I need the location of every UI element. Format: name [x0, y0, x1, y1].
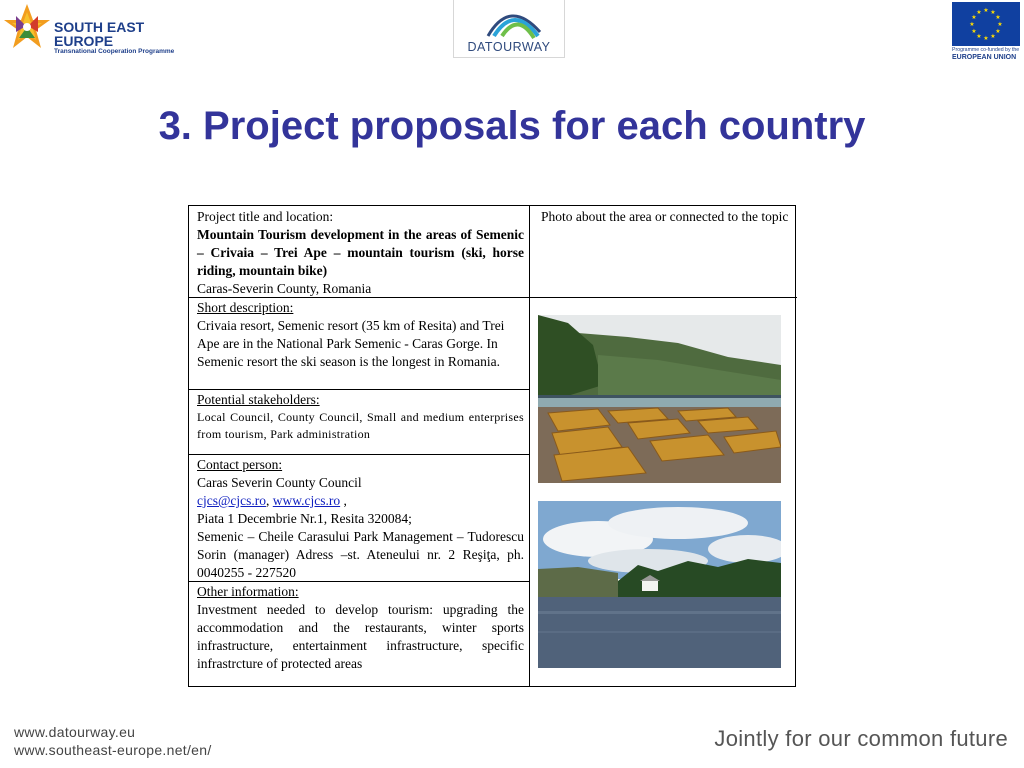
wave-arcs-icon — [482, 2, 542, 40]
link-separator: , — [266, 493, 273, 508]
stakeholders-label: Potential stakeholders: — [197, 392, 320, 407]
contact-address: Piata 1 Decembrie Nr.1, Resita 320084; — [197, 511, 412, 526]
svg-text:★: ★ — [995, 14, 1001, 21]
other-info-cell — [197, 583, 524, 673]
photo-header-cell: Photo about the area or connected to the topic — [541, 209, 789, 224]
email-link[interactable]: cjcs@cjcs.ro — [197, 493, 267, 508]
svg-text:★: ★ — [969, 21, 975, 28]
see-logo-line3: Transnational Cooperation Programme — [54, 48, 175, 55]
svg-text:★: ★ — [971, 28, 977, 35]
stakeholders-cell — [197, 391, 524, 443]
svg-text:★: ★ — [990, 9, 996, 16]
page-title: 3. Project proposals for each country — [158, 104, 866, 148]
lake-forest-photo — [538, 501, 781, 668]
stakeholders-text: Local Council, County Council, Small and medium enterprises from tourism, Park administration — [197, 410, 524, 441]
see-logo-line2: EUROPE — [54, 33, 114, 49]
svg-text:★: ★ — [995, 28, 1001, 35]
eu-flag-icon — [952, 2, 1020, 46]
short-description-text: Crivaia resort, Semenic resort (35 km of Resita) and Trei Ape are in the National Park Semenic - Caras Gorge. In Semenic resort the ski season is the longest in Romania. — [197, 318, 505, 369]
other-info-text: Investment needed to develop tourism: upgrading the accommodation and the restaurants, winter sports infrastructure, entertainment infrastructure, specific infrastrcture of protected areas — [197, 602, 524, 671]
other-info-label: Other information: — [197, 584, 299, 599]
svg-text:★: ★ — [983, 35, 989, 42]
svg-text:★: ★ — [976, 9, 982, 16]
eu-caption: Programme co-funded by the — [952, 47, 1020, 53]
sun-star-icon — [2, 2, 52, 52]
project-table — [188, 205, 796, 687]
datourway-logo — [453, 0, 565, 58]
footer-url-southeast-europe[interactable]: www.southeast-europe.net/en/ — [14, 742, 212, 758]
project-location: Caras-Severin County, Romania — [197, 281, 372, 296]
eu-name: EUROPEAN UNION — [952, 54, 1017, 61]
svg-text:★: ★ — [976, 33, 982, 40]
contact-org: Caras Severin County Council — [197, 475, 362, 490]
project-name: Mountain Tourism development in the areas of Semenic – Crivaia – Trei Ape – mountain tourism (ski, horse riding, mountain bike) — [197, 227, 524, 278]
datourway-logo-text: DATOURWAY — [467, 40, 551, 54]
contact-label: Contact person: — [197, 457, 283, 472]
project-title-label: Project title and location: — [197, 209, 334, 224]
row-divider — [189, 389, 529, 390]
link-trailer: , — [340, 493, 347, 508]
row-divider — [189, 454, 529, 455]
contact-manager: Semenic – Cheile Carasului Park Management – Tudorescu Sorin (manager) Adress –st. Ateneului nr. 2 Reşiţa, ph. 0040255 - 227520 — [197, 529, 524, 580]
column-divider — [529, 206, 530, 686]
contact-cell — [197, 456, 524, 582]
footer-url-datourway[interactable]: www.datourway.eu — [14, 724, 136, 740]
svg-text:★: ★ — [983, 7, 989, 14]
contact-links — [197, 492, 524, 510]
short-description-label: Short description: — [197, 300, 294, 315]
footer-tagline: Jointly for our common future — [714, 726, 1008, 751]
svg-text:★: ★ — [990, 33, 996, 40]
european-union-logo — [948, 0, 1024, 66]
south-east-europe-logo — [0, 0, 175, 58]
project-title-cell — [197, 208, 524, 298]
see-logo-line1: SOUTH EAST — [54, 19, 145, 35]
short-description-cell — [197, 299, 524, 371]
svg-text:★: ★ — [997, 21, 1003, 28]
lakeside-loungers-photo — [538, 315, 781, 483]
website-link[interactable]: www.cjcs.ro — [272, 493, 341, 508]
svg-text:★: ★ — [971, 14, 977, 21]
